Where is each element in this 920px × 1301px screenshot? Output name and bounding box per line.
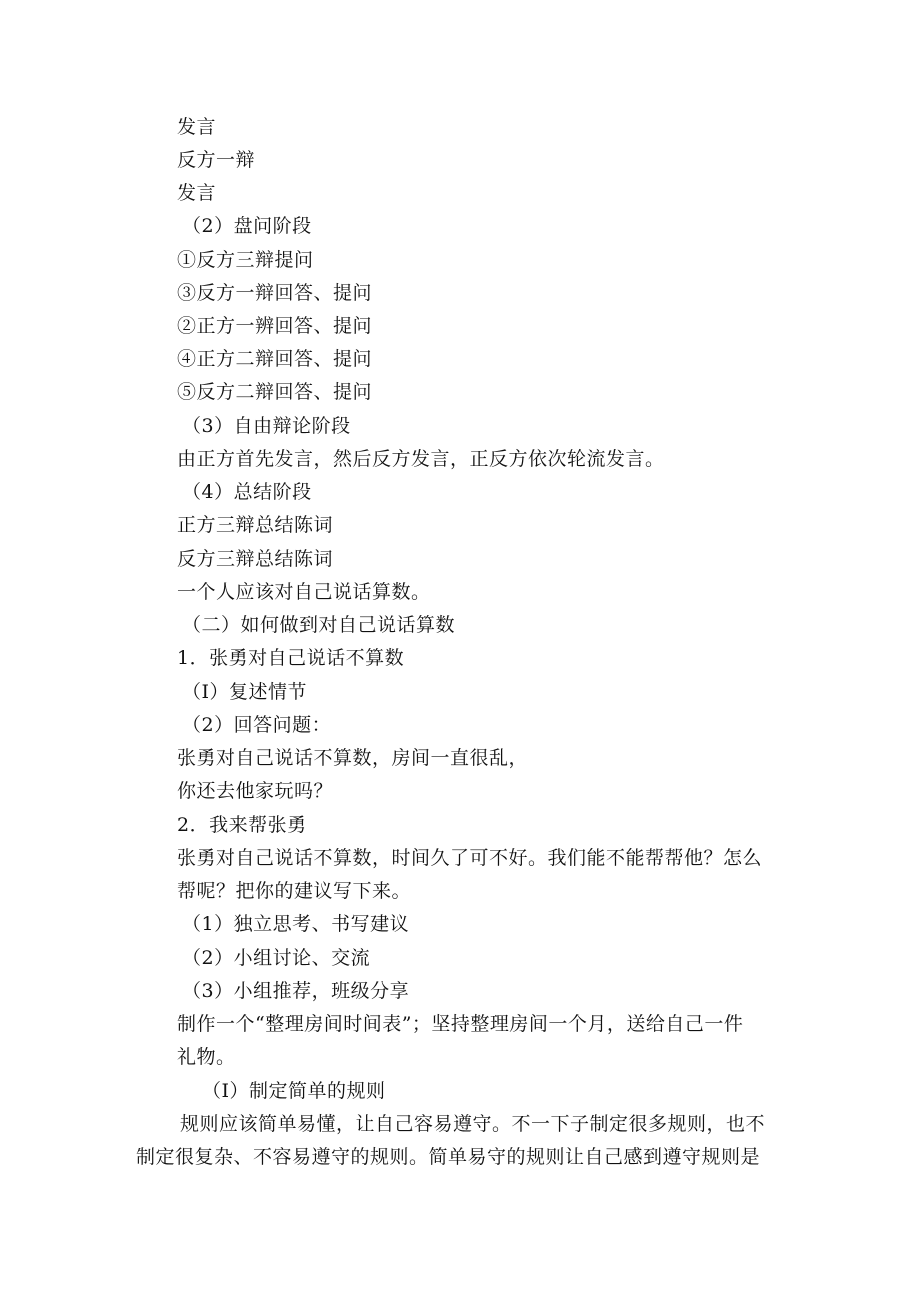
section-heading: （2）回答问题： (182, 714, 332, 736)
paragraph-line: 张勇对自己说话不算数，时间久了可不好。我们能不能帮帮他？怎么 (177, 847, 763, 869)
text-line: ③反方一辩回答、提问 (177, 282, 373, 304)
text-line: 你还去他家玩吗？ (177, 780, 334, 802)
paragraph-line: 制作一个“整理房间时间表”；坚持整理房间一个月，送给自己一件 (177, 1013, 744, 1035)
section-heading: （2）盘问阶段 (182, 215, 312, 237)
section-heading: （4）总结阶段 (182, 481, 312, 503)
text-line: 发言 (177, 182, 217, 204)
text-line: 反方一辩 (177, 149, 256, 171)
paragraph-line: 帮呢？把你的建议写下来。 (177, 880, 412, 902)
paragraph-line: 制定很复杂、不容易遵守的规则。简单易守的规则让自己感到遵守规则是 (136, 1146, 761, 1168)
section-heading: （二）如何做到对自己说话算数 (182, 614, 456, 636)
section-heading: （2）小组讨论、交流 (182, 947, 371, 969)
text-line: ①反方三辩提问 (177, 249, 314, 271)
text-line: 张勇对自己说话不算数，房间一直很乱， (177, 747, 529, 769)
paragraph-line: 礼物。 (177, 1046, 236, 1068)
text-line: 发言 (177, 116, 217, 138)
text-line: 正方三辩总结陈词 (177, 514, 334, 536)
section-heading: （1）独立思考、书写建议 (182, 913, 410, 935)
text-line: ⑤反方二辩回答、提问 (177, 381, 373, 403)
text-line: 由正方首先发言，然后反方发言，正反方依次轮流发言。 (177, 448, 665, 470)
text-line: ④正方二辩回答、提问 (177, 348, 373, 370)
section-heading: （I）制定简单的规则 (202, 1080, 386, 1102)
section-heading: （I）复述情节 (182, 681, 308, 703)
text-line: ②正方一辨回答、提问 (177, 315, 373, 337)
section-heading: （3）小组推荐，班级分享 (182, 980, 410, 1002)
section-heading: （3）自由辩论阶段 (182, 415, 351, 437)
text-line: 一个人应该对自己说话算数。 (177, 581, 431, 603)
text-line: 反方三辩总结陈词 (177, 548, 334, 570)
paragraph-line: 规则应该简单易懂，让自己容易遵守。不一下子制定很多规则，也不 (180, 1113, 766, 1135)
section-heading: 2．我来帮张勇 (177, 814, 307, 836)
section-heading: 1．张勇对自己说话不算数 (177, 647, 405, 669)
